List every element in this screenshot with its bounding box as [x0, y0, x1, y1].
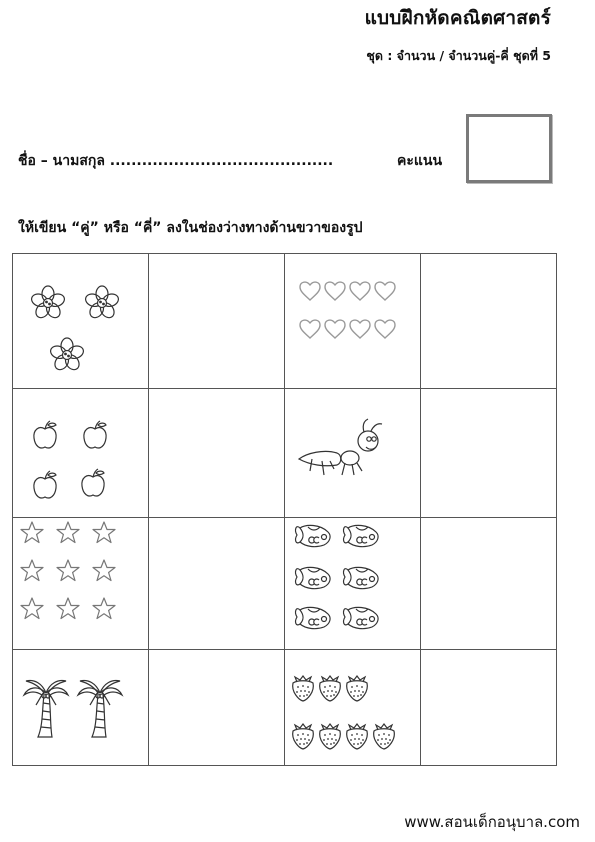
strawberry-icon — [320, 724, 341, 749]
answer-cell-flowers[interactable] — [149, 254, 284, 388]
palm-tree-icon — [78, 681, 122, 738]
heart-icon — [375, 320, 395, 338]
answer-cell-fish[interactable] — [421, 518, 556, 649]
fish-icon — [296, 525, 331, 546]
heart-icon — [300, 320, 320, 338]
apple-icon — [34, 421, 56, 448]
apple-icon — [84, 421, 106, 448]
answer-cell-apples[interactable] — [149, 389, 284, 517]
score-box[interactable] — [466, 114, 552, 183]
fish-icon — [344, 525, 379, 546]
star-icon — [57, 522, 79, 543]
strawberry-icon — [320, 676, 341, 701]
star-icon — [93, 522, 115, 543]
picture-cell-stars — [21, 522, 115, 619]
flower-icon — [84, 286, 120, 320]
flower-icon — [49, 338, 85, 372]
heart-icon — [350, 282, 370, 300]
answer-cell-hearts[interactable] — [421, 254, 556, 388]
star-icon — [57, 598, 79, 619]
score-label: คะแนน — [397, 153, 443, 169]
palm-tree-icon — [24, 681, 68, 738]
star-icon — [21, 560, 43, 581]
star-icon — [93, 598, 115, 619]
strawberry-icon — [293, 724, 314, 749]
exercise-grid — [12, 253, 557, 766]
heart-icon — [325, 282, 345, 300]
star-icon — [57, 560, 79, 581]
answer-cell-ant[interactable] — [421, 389, 556, 517]
flower-icon — [30, 286, 66, 320]
heart-icon — [300, 282, 320, 300]
strawberry-icon — [347, 676, 368, 701]
answer-cell-strawberries[interactable] — [421, 650, 556, 765]
strawberry-icon — [347, 724, 368, 749]
fish-icon — [344, 607, 379, 628]
star-icon — [21, 598, 43, 619]
picture-cell-hearts — [300, 282, 395, 338]
heart-icon — [375, 282, 395, 300]
worksheet-title: แบบฝึกหัดคณิตศาสตร์ — [364, 7, 551, 29]
heart-icon — [325, 320, 345, 338]
picture-cell-flowers — [30, 286, 120, 372]
fish-icon — [344, 567, 379, 588]
star-icon — [21, 522, 43, 543]
fish-icon — [296, 607, 331, 628]
answer-cell-palm-trees[interactable] — [149, 650, 284, 765]
picture-cell-strawberries — [293, 676, 395, 749]
instruction-text: ให้เขียน “คู่” หรือ “คี่” ลงในช่องว่างทางด้านขวาของรูป — [18, 220, 363, 236]
strawberry-icon — [293, 676, 314, 701]
picture-cell-fish — [296, 525, 379, 628]
star-icon — [93, 560, 115, 581]
answer-cell-stars[interactable] — [149, 518, 284, 649]
heart-icon — [350, 320, 370, 338]
ant-icon — [299, 419, 382, 475]
apple-icon — [82, 469, 104, 496]
strawberry-icon — [374, 724, 395, 749]
name-field-label: ชื่อ – นามสกุล .......................................... — [18, 153, 334, 169]
picture-cell-palm-trees — [24, 681, 122, 738]
website-footer: www.สอนเด็กอนุบาล.com — [404, 813, 580, 831]
picture-cell-apples — [34, 421, 106, 498]
worksheet-subtitle: ชุด : จำนวน / จำนวนคู่-คี่ ชุดที่ 5 — [366, 48, 551, 63]
fish-icon — [296, 567, 331, 588]
apple-icon — [34, 471, 56, 498]
